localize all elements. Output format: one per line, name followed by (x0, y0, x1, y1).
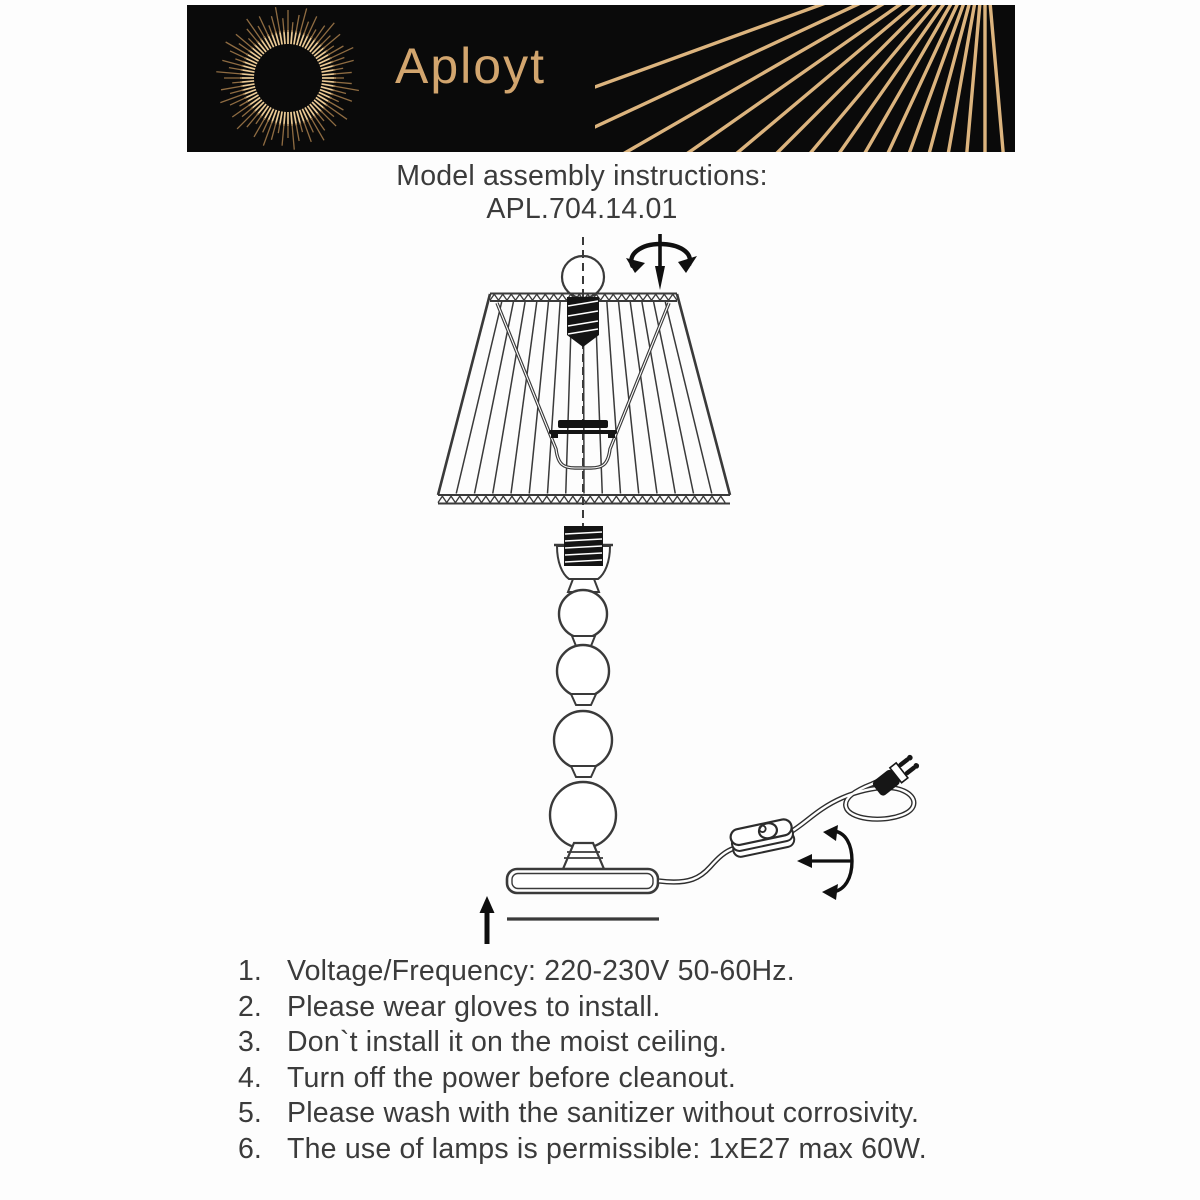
rotate-cord-arrow-icon (797, 825, 853, 900)
rotate-shade-arrow-icon (626, 234, 697, 290)
glass-ball-4 (550, 782, 616, 848)
list-item (238, 1097, 927, 1133)
decorative-rays-icon (595, 5, 1015, 152)
brand-banner (187, 5, 1015, 152)
shade-bottom-trim (438, 496, 725, 502)
item-number: 5. (238, 1097, 262, 1130)
glass-ball-stem (550, 590, 616, 848)
item-text: Don`t install it on the moist ceiling. (287, 1026, 728, 1059)
list-item (238, 955, 927, 991)
brand-logo-text: Aployt (395, 38, 546, 94)
lamp-assembly-diagram (420, 225, 960, 955)
item-text: Voltage/Frequency: 220-230V 50-60Hz. (287, 955, 795, 987)
threaded-pipe (567, 297, 599, 347)
item-number: 4. (238, 1061, 262, 1094)
list-item (238, 1133, 927, 1169)
starburst-logo-icon (193, 5, 393, 152)
ball-collar-2 (571, 694, 596, 705)
list-item (238, 1026, 927, 1062)
glass-ball-3 (554, 711, 612, 769)
item-number: 3. (238, 1026, 262, 1059)
ball-collar-3 (571, 766, 596, 777)
item-text: Turn off the power before cleanout. (287, 1061, 737, 1094)
glass-ball-2 (557, 645, 609, 697)
item-text: Please wear gloves to install. (287, 990, 661, 1023)
item-text: Please wash with the sanitizer without corrosivity. (287, 1097, 920, 1130)
lamp-socket (554, 526, 613, 592)
glass-ball-1 (559, 590, 607, 638)
list-item (238, 991, 927, 1027)
item-number: 2. (238, 990, 262, 1023)
item-number: 6. (238, 1132, 262, 1165)
inline-switch (729, 818, 795, 858)
page-title: Model assembly instructions: (396, 160, 768, 192)
title-block (182, 160, 982, 226)
lift-up-arrow-icon (480, 896, 495, 944)
item-number: 1. (238, 955, 262, 987)
model-number: APL.704.14.01 (486, 193, 678, 225)
instructions-list (238, 955, 927, 1169)
item-text: The use of lamps is permissible: 1xE27 max 60W. (287, 1132, 927, 1165)
list-item (238, 1062, 927, 1098)
lamp-base (507, 843, 658, 893)
